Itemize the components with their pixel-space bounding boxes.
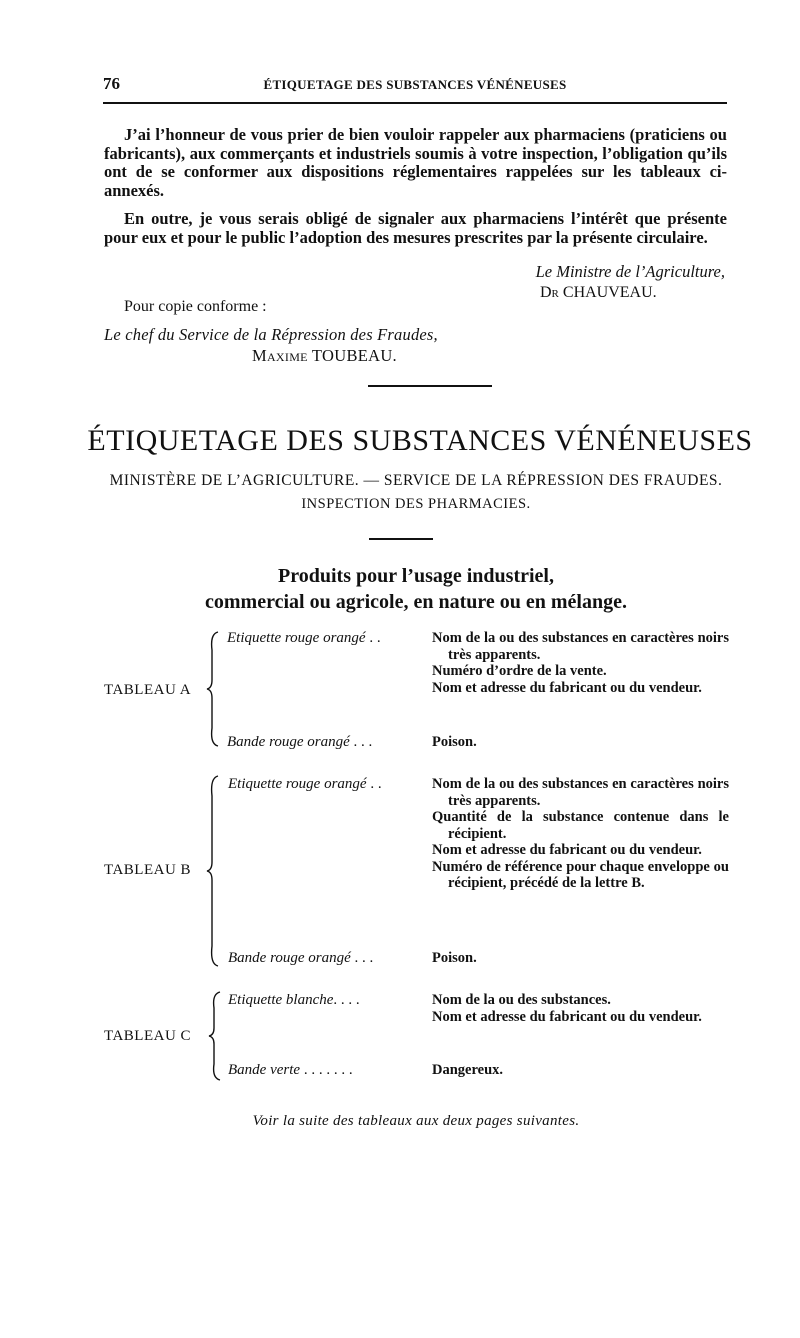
signature-name: Dr CHAUVEAU. xyxy=(540,284,657,301)
chef-name: Maxime TOUBEAU. xyxy=(252,346,397,365)
tableau-a-label: TABLEAU A xyxy=(104,682,192,698)
tableau-b-bande-dots: . . . xyxy=(350,950,374,966)
tableau-a-bande-dots: . . . xyxy=(349,734,373,750)
tableau-a-etiquette-label: Etiquette rouge orangé xyxy=(227,630,366,646)
tableau-c-bande xyxy=(228,1062,353,1079)
page-number: 76 xyxy=(103,74,120,93)
tableau-a-brace xyxy=(206,630,218,748)
list-item: Nom et adresse du fabricant ou du vendeur. xyxy=(432,1008,702,1025)
tableau-b-bande xyxy=(228,950,373,967)
page-header xyxy=(103,74,727,96)
list-item: Nom et adresse du fabricant ou du vendeur. xyxy=(432,679,702,696)
tableau-b-label: TABLEAU B xyxy=(104,862,192,878)
tableau-c-etiquette-dots: . . . . xyxy=(333,992,360,1008)
list-item: Numéro d’ordre de la vente. xyxy=(432,663,607,679)
list-item: Nom de la ou des substances en caractères noirs très apparents. xyxy=(432,630,729,663)
list-item: Nom et adresse du fabricant ou du vendeur. xyxy=(432,842,702,858)
running-title: ÉTIQUETAGE DES SUBSTANCES VÉNÉNEUSES xyxy=(263,77,567,92)
ministere-line: MINISTÈRE DE L’AGRICULTURE. — SERVICE DE LA RÉPRESSION DES FRAUDES. xyxy=(109,472,723,489)
tableau-a-etiquette-entries xyxy=(432,630,729,696)
tableau-b-etiquette-label: Etiquette rouge orangé xyxy=(228,776,367,792)
chef-line: Le chef du Service de la Répression des Fraudes, xyxy=(104,325,438,344)
copy-label: Pour copie conforme : xyxy=(124,298,267,315)
signature-title: Le Ministre de l’Agriculture, xyxy=(535,262,725,281)
tableau-c-brace xyxy=(208,990,220,1082)
tableau-b-etiquette-dots: . . xyxy=(366,776,382,792)
tableau-c-bande-label: Bande verte xyxy=(228,1062,301,1078)
letter-paragraph-2: En outre, je vous serais obligé de signaler aux pharmaciens l’intérêt que présente pour eux et pour le public l’adoption des mesures prescrites par la présente circulaire. xyxy=(104,209,727,247)
tableau-b-brace xyxy=(206,774,218,968)
tableau-c-bande-entry: Dangereux. xyxy=(432,1062,504,1078)
tableau-b-etiquette-entries xyxy=(432,776,729,892)
tableau-b-bande-entry: Poison. xyxy=(432,950,477,966)
subtitle-line-1: Produits pour l’usage industriel, xyxy=(278,565,554,587)
list-item: Nom de la ou des substances en caractères noirs très apparents. xyxy=(432,776,729,809)
subtitle-line-2: commercial ou agricole, en nature ou en mélange. xyxy=(205,591,627,613)
list-item: Numéro de référence pour chaque enveloppe ou récipient, précédé de la lettre B. xyxy=(432,858,729,891)
tableau-a-bande-entry: Poison. xyxy=(432,734,477,750)
list-item: Nom de la ou des substances. xyxy=(432,992,611,1008)
section-divider xyxy=(368,385,492,387)
tableau-c-etiquette-entries xyxy=(432,992,729,1025)
list-item: Quantité de la substance contenue dans le récipient. xyxy=(432,809,729,842)
header-rule xyxy=(103,102,727,104)
inspection-line: INSPECTION DES PHARMACIES. xyxy=(301,496,531,512)
tableau-c-bande-dots: . . . . . . . xyxy=(300,1062,353,1078)
tableau-b-etiquette xyxy=(228,776,382,793)
tableau-c-label: TABLEAU C xyxy=(104,1028,192,1044)
tableau-a-bande xyxy=(227,734,372,751)
subtitle-divider xyxy=(369,538,433,540)
footer-note: Voir la suite des tableaux aux deux pages suivantes. xyxy=(252,1113,580,1129)
tableau-a-bande-label: Bande rouge orangé xyxy=(227,734,350,750)
tableau-a-etiquette-dots: . . xyxy=(365,630,381,646)
section-title: ÉTIQUETAGE DES SUBSTANCES VÉNÉNEUSES xyxy=(87,424,753,457)
tableau-c-etiquette xyxy=(228,992,360,1009)
letter-paragraph-1: J’ai l’honneur de vous prier de bien vouloir rappeler aux pharmaciens (praticiens ou fabricants), aux commerçants et industriels soumis à votre inspection, l’obligation qu’ils ont de se conformer aux dispositions réglementaires rappelées sur les tableaux ci-annexés. xyxy=(104,125,727,200)
tableau-b-bande-label: Bande rouge orangé xyxy=(228,950,351,966)
tableau-a-etiquette xyxy=(227,630,381,647)
tableau-c-etiquette-label: Etiquette blanche xyxy=(228,992,334,1008)
